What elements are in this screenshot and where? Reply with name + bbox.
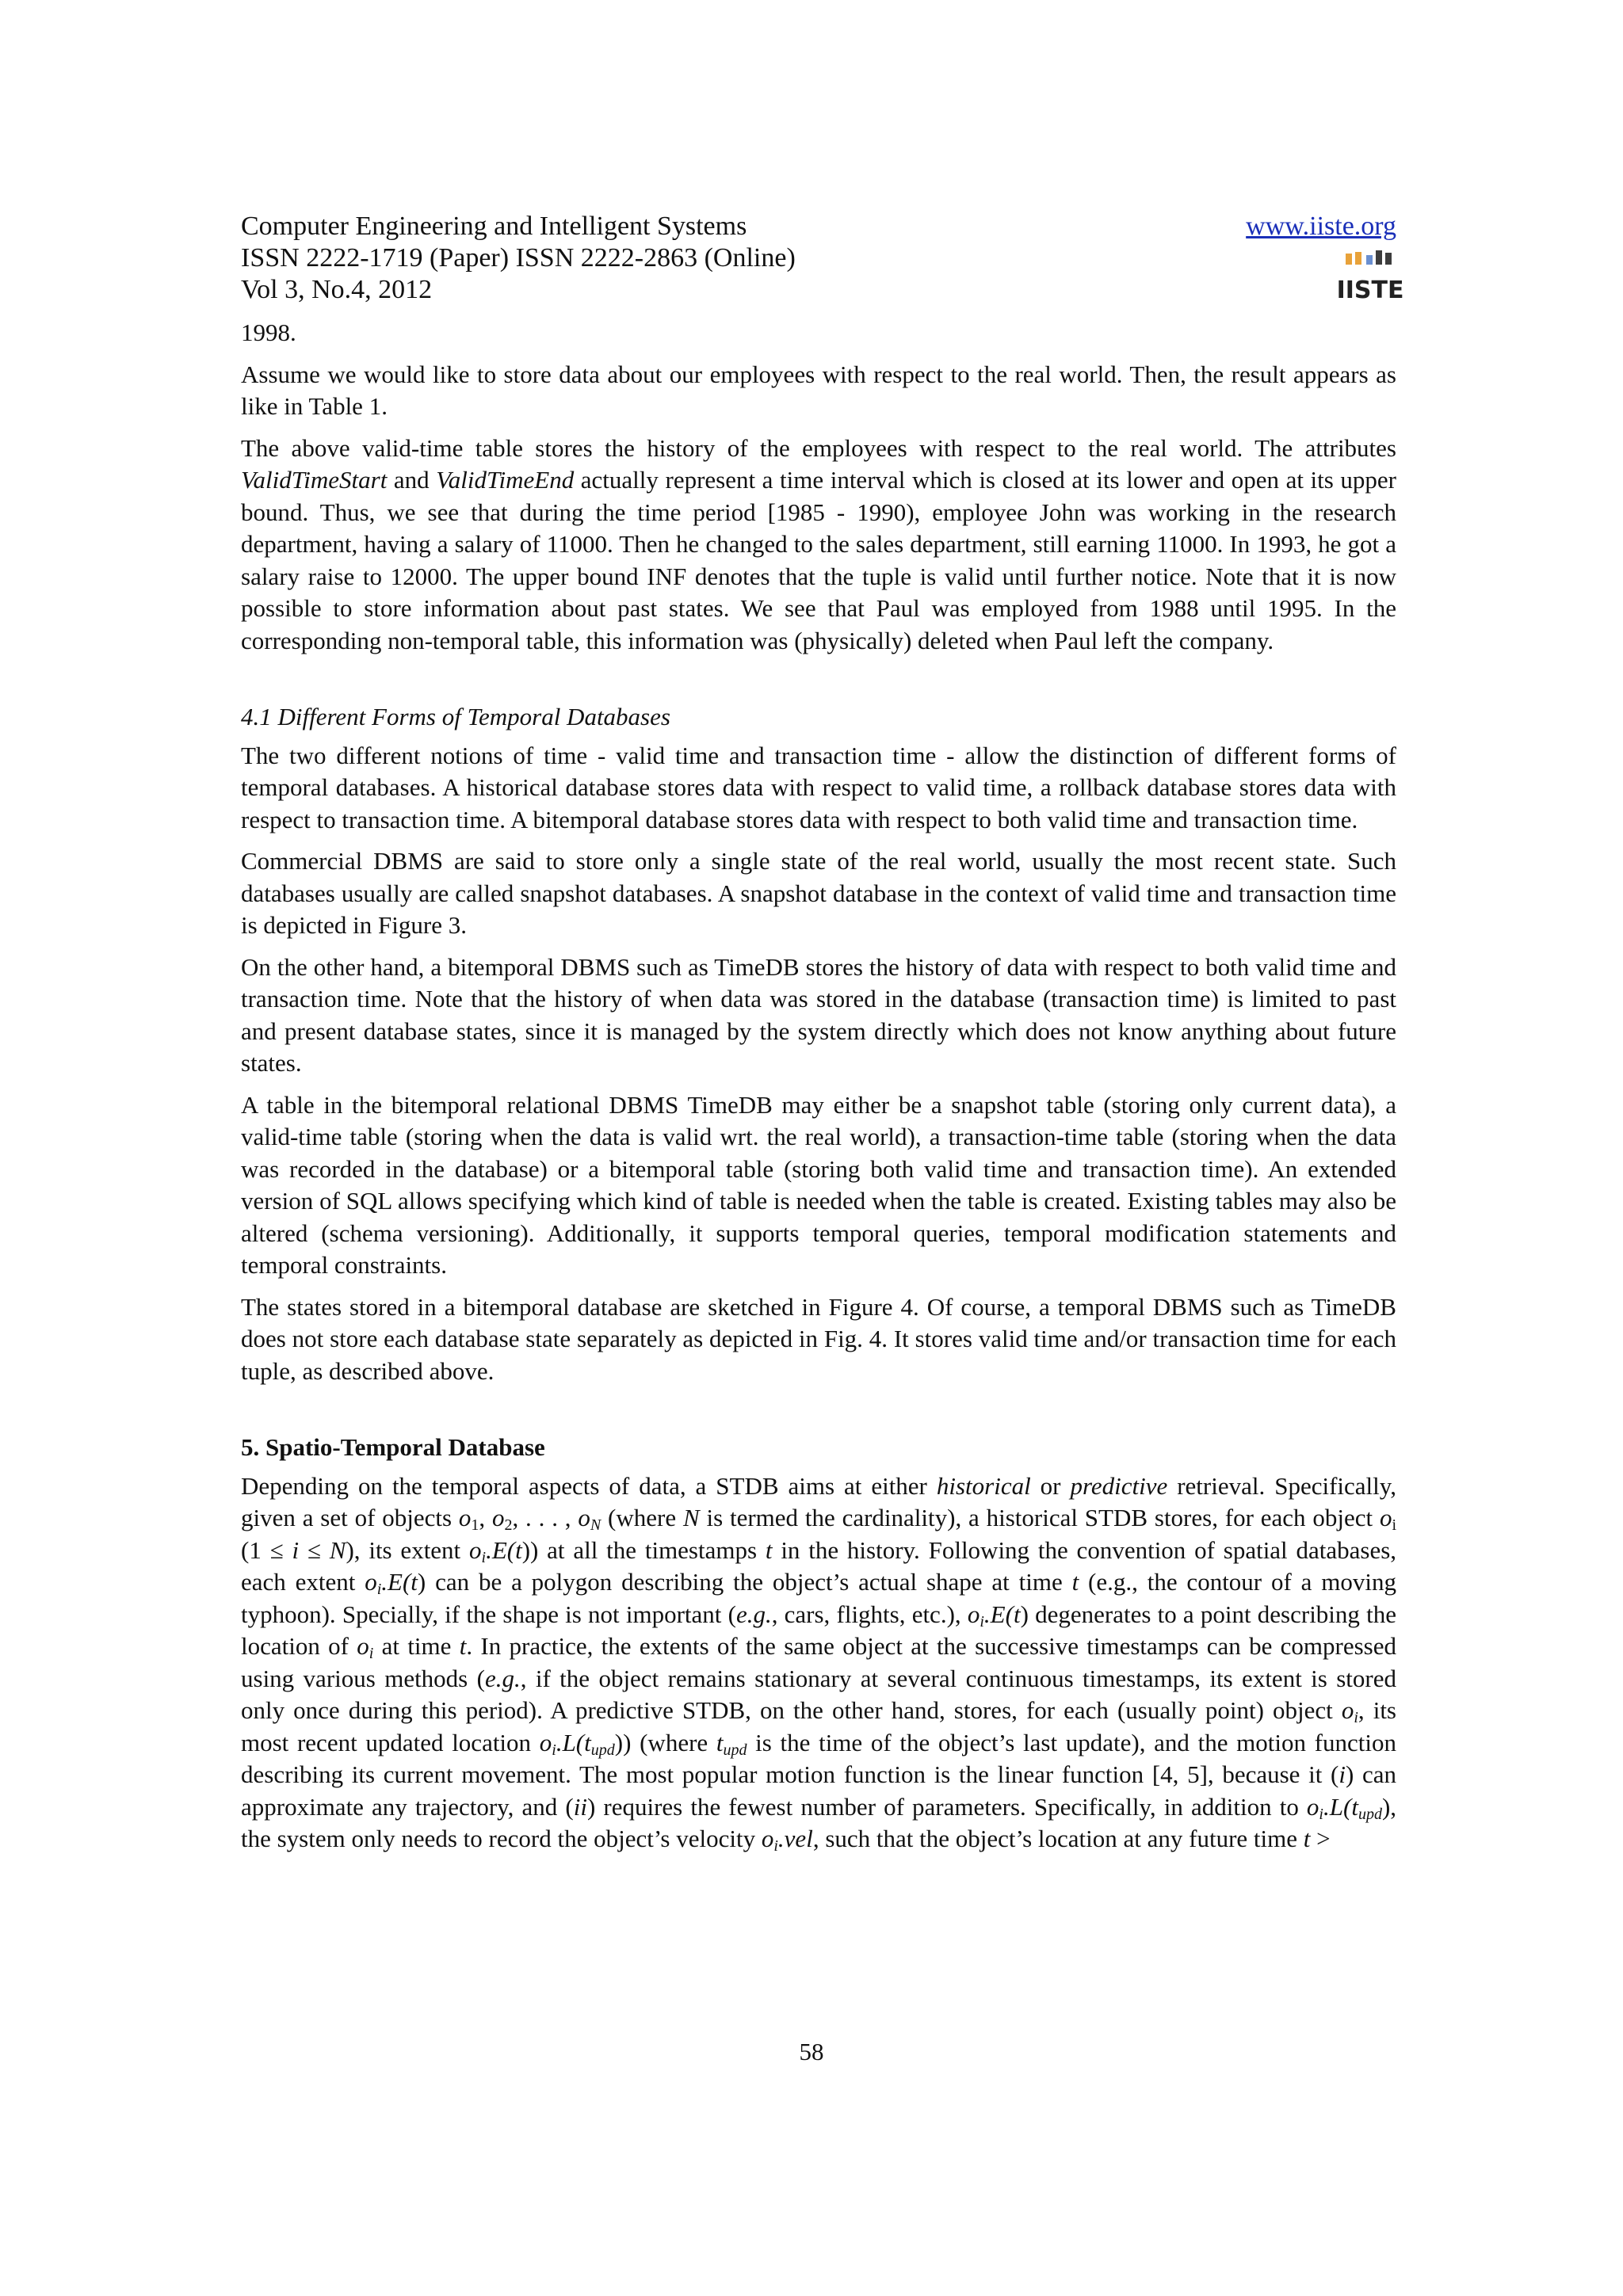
paragraph-other-hand: On the other hand, a bitemporal DBMS such as TimeDB stores the history of data with respect to both valid time and transaction time. Note that the history of when data was stored in the database (transaction time) is limited to past and present database states, since it is managed by the system directly which does not know anything about future states. xyxy=(241,952,1396,1077)
paragraph-commercial: Commercial DBMS are said to store only a single state of the real world, usually the most recent state. Such databases usually are called snapshot databases. A snapshot database in the context of valid time and transaction time is depicted in Figure 3. xyxy=(241,847,1396,939)
iiste-logo-icon xyxy=(1336,250,1404,306)
logo-text: IISTE xyxy=(1336,277,1404,304)
paragraph-stdb: Depending on the temporal aspects of data, a STDB aims at either historical or predictive retrieval. Specifically, given a set of objects $o_1$, $o_2$, . . . , $o_N$ (where N is termed the cardinality), a historical STDB stores, for each object $o_i$ (1 ≤ i ≤ N), its extent $o_i.E(t)$) at all the timestamps t in the history. Following the convention of spatial databases, each extent $o_i.E(t)$ can be a polygon describing the object’s actual shape at time t (e.g., the contour of a moving typhoon). Specially, if the shape is not important (e.g., cars, flights, etc.), $o_i.E(t)$ degenerates to a point describing the location of $o_i$ at time t. In practice, the extents of the same object at the successive timestamps can be compressed using various methods (e.g., if the object remains stationary at several continuous timestamps, its extent is stored only once during this period). A predictive STDB, on the other hand, stores, for each (usually point) object $o_i$, its most recent updated location $o_i.L(t_{upd})$) (where $t_{upd}$ is the time of the object’s last update), and the motion function describing its current movement. The most popular motion function is the linear function [4, 5], because it (i) can approximate any trajectory, and (ii) requires the fewest number of parameters. Specifically, in addition to $o_i.L(t_{upd})$, the system only needs to record the object’s velocity $o_i.vel$, such that the object’s location at any future time t > xyxy=(241,1471,1397,1855)
section-heading-4-1: 4.1 Different Forms of Temporal Databases xyxy=(241,703,670,730)
paragraph-table-timedb: A table in the bitemporal relational DBMS TimeDB may either be a snapshot table (storing only current data), a valid-time table (storing when the data is valid wrt. the real world), a transaction-time table (storing when the data was recorded in the database) or a bitemporal table (storing both valid time and transaction time). An extended version of SQL allows specifying which kind of table is needed when the table is created. Existing tables may also be altered (schema versioning). Additionally, it supports temporal queries, temporal modification statements and temporal constraints. xyxy=(241,1090,1396,1279)
paragraph-states: The states stored in a bitemporal database are sketched in Figure 4. Of course, a temporal DBMS such as TimeDB does not store each database state separately as depicted in Fig. 4. It stores valid time and/or transaction time for each tuple, as described above. xyxy=(241,1292,1396,1385)
journal-volume: Vol 3, No.4, 2012 xyxy=(241,275,433,304)
section-heading-5: 5. Spatio-Temporal Database xyxy=(241,1433,545,1461)
journal-info xyxy=(241,211,1396,306)
page-header xyxy=(241,211,1404,314)
article-body xyxy=(241,317,1396,1855)
journal-issn: ISSN 2222-1719 (Paper) ISSN 2222-2863 (Online) xyxy=(241,243,796,273)
paragraph-two-notions: The two different notions of time - valid time and transaction time - allow the distinction of different forms of temporal databases. A historical database stores data with respect to valid time, a rollback database stores data with respect to transaction time. A bitemporal database stores data with respect to both valid time and transaction time. xyxy=(241,741,1396,833)
page xyxy=(241,211,1404,1865)
paragraph-valid-time: The above valid-time table stores the history of the employees with respect to the real world. The attributes ValidTimeStart and ValidTimeEnd actually represent a time interval which is closed at its lower and open at its upper bound. Thus, we see that during the time period [1985 - 1990), employee John was working in the research department, having a salary of 11000. Then he changed to the sales department, still earning 11000. In 1993, he got a salary raise to 12000. The upper bound INF denotes that the tuple is valid until further notice. Note that it is now possible to store information about past states. We see that Paul was employed from 1988 until 1995. In the corresponding non-temporal table, this information was (physically) deleted when Paul left the company. xyxy=(241,433,1396,654)
website-link[interactable]: www.iiste.org xyxy=(1246,212,1396,241)
paragraph-year: 1998. xyxy=(241,318,296,346)
paragraph-assume: Assume we would like to store data about our employees with respect to the real world. Then, the result appears as like in Table 1. xyxy=(241,360,1396,420)
journal-title: Computer Engineering and Intelligent Systems xyxy=(241,212,747,241)
page-number: 58 xyxy=(799,2038,824,2065)
